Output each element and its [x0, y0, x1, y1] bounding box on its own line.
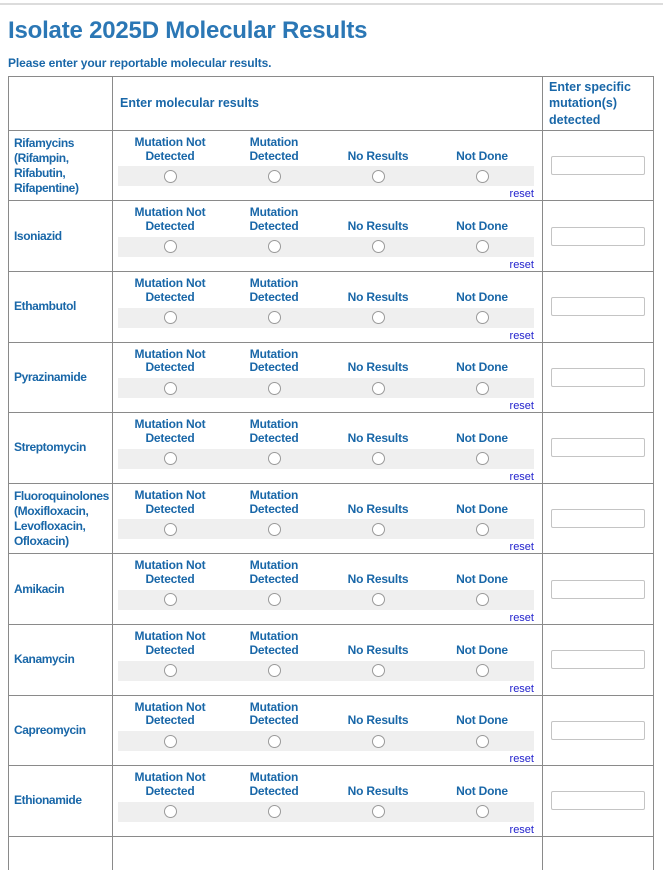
radio-cell: [326, 170, 430, 183]
mutation-input[interactable]: [551, 580, 645, 599]
radio-cell: [326, 735, 430, 748]
mutation-input-cell: [543, 201, 654, 272]
option-label: Mutation Not Detected: [134, 346, 206, 375]
radio-cell: [118, 170, 222, 183]
header-empty-cell: [9, 77, 113, 131]
option-label: No Results: [347, 713, 409, 728]
radio-cell: [430, 664, 534, 677]
radio-cell: [326, 240, 430, 253]
radio-mutation-not-detected[interactable]: [164, 664, 177, 677]
drug-row: [9, 201, 654, 272]
mutation-input[interactable]: [551, 368, 645, 387]
radio-mutation-not-detected[interactable]: [164, 240, 177, 253]
radio-mutation-not-detected[interactable]: [164, 382, 177, 395]
radio-cell: [118, 382, 222, 395]
radio-strip: [118, 237, 534, 257]
reset-link[interactable]: reset: [509, 823, 534, 836]
drug-row: [9, 271, 654, 342]
option-label: Not Done: [456, 783, 508, 798]
radio-mutation-not-detected[interactable]: [164, 452, 177, 465]
options-cell: [113, 271, 543, 342]
radio-not-done[interactable]: [476, 170, 489, 183]
radio-cell: [222, 805, 326, 818]
radio-mutation-detected[interactable]: [268, 805, 281, 818]
header-row: [9, 77, 654, 131]
option-label: Mutation Detected: [249, 134, 299, 163]
option-label: Not Done: [456, 713, 508, 728]
clipped-next-row: [9, 836, 654, 870]
reset-link[interactable]: reset: [509, 329, 534, 342]
mutation-input-cell: [543, 271, 654, 342]
option-label: No Results: [347, 642, 409, 657]
radio-mutation-not-detected[interactable]: [164, 523, 177, 536]
radio-mutation-detected[interactable]: [268, 735, 281, 748]
radio-cell: [326, 452, 430, 465]
clipped-drug-cell: [9, 836, 113, 870]
radio-not-done[interactable]: [476, 523, 489, 536]
radio-not-done[interactable]: [476, 311, 489, 324]
reset-row: [118, 329, 534, 342]
reset-link[interactable]: reset: [509, 611, 534, 624]
radio-cell: [118, 311, 222, 324]
option-label: Not Done: [456, 360, 508, 375]
results-table: [8, 76, 654, 870]
radio-mutation-not-detected[interactable]: [164, 735, 177, 748]
option-label: Not Done: [456, 219, 508, 234]
clipped-options-cell: [113, 836, 543, 870]
radio-no-results[interactable]: [372, 240, 385, 253]
option-label: Mutation Detected: [249, 628, 299, 657]
radio-cell: [222, 311, 326, 324]
options-cell: [113, 554, 543, 625]
reset-row: [118, 470, 534, 483]
reset-row: [118, 752, 534, 765]
radio-strip: [118, 802, 534, 822]
option-labels-row: [118, 418, 534, 446]
option-label: Mutation Detected: [249, 770, 299, 798]
option-label: Mutation Detected: [249, 699, 299, 728]
drug-name: Capreomycin: [9, 695, 113, 766]
option-label: Mutation Not Detected: [134, 487, 206, 516]
radio-cell: [118, 240, 222, 253]
mutation-input[interactable]: [551, 227, 645, 246]
option-labels-row: [118, 277, 534, 305]
radio-not-done[interactable]: [476, 240, 489, 253]
option-label: Mutation Not Detected: [134, 275, 206, 304]
drug-name: Amikacin: [9, 554, 113, 625]
radio-cell: [118, 735, 222, 748]
option-labels-row: [118, 348, 534, 376]
radio-cell: [430, 593, 534, 606]
mutation-input-cell: [543, 695, 654, 766]
reset-link[interactable]: reset: [509, 541, 534, 554]
options-cell: [113, 130, 543, 201]
drug-name: Rifamycins (Rifampin, Rifabutin, Rifapentine): [9, 130, 113, 201]
option-label: No Results: [347, 430, 409, 445]
options-cell: [113, 413, 543, 484]
option-label: Mutation Detected: [249, 205, 299, 234]
radio-cell: [430, 240, 534, 253]
option-label: Not Done: [456, 289, 508, 304]
option-labels-row: [118, 701, 534, 729]
radio-mutation-detected[interactable]: [268, 664, 281, 677]
mutation-input-cell: [543, 342, 654, 413]
radio-cell: [326, 805, 430, 818]
radio-cell: [326, 311, 430, 324]
radio-mutation-not-detected[interactable]: [164, 805, 177, 818]
radio-cell: [430, 523, 534, 536]
radio-mutation-detected[interactable]: [268, 311, 281, 324]
option-label: Mutation Not Detected: [134, 699, 206, 728]
radio-no-results[interactable]: [372, 170, 385, 183]
radio-no-results[interactable]: [372, 735, 385, 748]
mutation-input[interactable]: [551, 509, 645, 528]
drug-name: Streptomycin: [9, 413, 113, 484]
radio-mutation-not-detected[interactable]: [164, 170, 177, 183]
radio-strip: [118, 378, 534, 398]
reset-link[interactable]: reset: [509, 258, 534, 271]
options-cell: [113, 201, 543, 272]
radio-strip: [118, 519, 534, 539]
radio-strip: [118, 449, 534, 469]
radio-mutation-not-detected[interactable]: [164, 593, 177, 606]
mutation-input[interactable]: [551, 297, 645, 316]
radio-strip: [118, 661, 534, 681]
radio-not-done[interactable]: [476, 452, 489, 465]
option-labels-row: [118, 136, 534, 164]
radio-cell: [222, 664, 326, 677]
option-label: Mutation Not Detected: [134, 558, 206, 587]
option-label: Not Done: [456, 148, 508, 163]
drug-row: [9, 483, 654, 554]
option-label: Mutation Detected: [249, 417, 299, 445]
radio-cell: [222, 170, 326, 183]
option-label: Mutation Not Detected: [134, 770, 206, 798]
radio-no-results[interactable]: [372, 664, 385, 677]
reset-row: [118, 611, 534, 624]
drug-row: [9, 413, 654, 484]
clipped-input-cell: [543, 836, 654, 870]
radio-not-done[interactable]: [476, 382, 489, 395]
reset-link[interactable]: reset: [509, 188, 534, 201]
radio-no-results[interactable]: [372, 311, 385, 324]
radio-cell: [326, 382, 430, 395]
reset-link[interactable]: reset: [509, 682, 534, 695]
radio-cell: [118, 805, 222, 818]
radio-cell: [430, 311, 534, 324]
radio-cell: [118, 593, 222, 606]
drug-name: Isoniazid: [9, 201, 113, 272]
options-cell: [113, 483, 543, 554]
radio-strip: [118, 590, 534, 610]
radio-mutation-detected[interactable]: [268, 593, 281, 606]
radio-no-results[interactable]: [372, 805, 385, 818]
radio-cell: [430, 382, 534, 395]
header-enter-molecular-results: Enter molecular results: [113, 77, 543, 131]
option-label: No Results: [347, 148, 409, 163]
drug-row: [9, 130, 654, 201]
top-divider: [0, 3, 663, 5]
radio-cell: [222, 452, 326, 465]
radio-no-results[interactable]: [372, 452, 385, 465]
radio-cell: [430, 805, 534, 818]
reset-row: [118, 823, 534, 836]
radio-cell: [222, 593, 326, 606]
drug-row: [9, 766, 654, 837]
mutation-input[interactable]: [551, 791, 645, 810]
mutation-input[interactable]: [551, 438, 645, 457]
drug-name: Pyrazinamide: [9, 342, 113, 413]
radio-mutation-detected[interactable]: [268, 452, 281, 465]
reset-row: [118, 399, 534, 412]
option-label: Not Done: [456, 642, 508, 657]
reset-link[interactable]: reset: [509, 400, 534, 413]
radio-no-results[interactable]: [372, 593, 385, 606]
drug-row: [9, 695, 654, 766]
radio-cell: [430, 735, 534, 748]
radio-cell: [222, 382, 326, 395]
radio-not-done[interactable]: [476, 664, 489, 677]
radio-strip: [118, 166, 534, 186]
radio-mutation-detected[interactable]: [268, 523, 281, 536]
mutation-input[interactable]: [551, 721, 645, 740]
radio-cell: [326, 593, 430, 606]
radio-strip: [118, 731, 534, 751]
reset-link[interactable]: reset: [509, 753, 534, 766]
page-subtitle: Please enter your reportable molecular results.: [8, 56, 272, 70]
option-label: Not Done: [456, 501, 508, 516]
radio-cell: [430, 170, 534, 183]
mutation-input-cell: [543, 624, 654, 695]
radio-not-done[interactable]: [476, 805, 489, 818]
radio-mutation-detected[interactable]: [268, 382, 281, 395]
radio-cell: [118, 523, 222, 536]
mutation-input[interactable]: [551, 156, 645, 175]
reset-link[interactable]: reset: [509, 470, 534, 483]
options-cell: [113, 766, 543, 837]
option-label: Mutation Detected: [249, 487, 299, 516]
drug-name: Ethambutol: [9, 271, 113, 342]
radio-mutation-detected[interactable]: [268, 170, 281, 183]
reset-row: [118, 258, 534, 271]
option-label: Mutation Not Detected: [134, 134, 206, 163]
reset-row: [118, 540, 534, 553]
option-label: Mutation Not Detected: [134, 628, 206, 657]
option-label: No Results: [347, 219, 409, 234]
option-label: No Results: [347, 783, 409, 798]
option-labels-row: [118, 630, 534, 658]
radio-no-results[interactable]: [372, 382, 385, 395]
option-label: No Results: [347, 572, 409, 587]
drug-name: Fluoroquinolones (Moxifloxacin, Levofloxacin, Ofloxacin): [9, 483, 113, 554]
radio-no-results[interactable]: [372, 523, 385, 536]
drug-row: [9, 554, 654, 625]
drug-row: [9, 342, 654, 413]
option-label: Not Done: [456, 430, 508, 445]
radio-cell: [118, 452, 222, 465]
option-labels-row: [118, 206, 534, 234]
radio-strip: [118, 308, 534, 328]
radio-cell: [222, 523, 326, 536]
mutation-input[interactable]: [551, 650, 645, 669]
option-label: No Results: [347, 289, 409, 304]
option-label: No Results: [347, 501, 409, 516]
radio-cell: [222, 735, 326, 748]
radio-cell: [222, 240, 326, 253]
radio-cell: [118, 664, 222, 677]
mutation-input-cell: [543, 483, 654, 554]
option-labels-row: [118, 559, 534, 587]
options-cell: [113, 342, 543, 413]
radio-mutation-detected[interactable]: [268, 240, 281, 253]
mutation-input-cell: [543, 130, 654, 201]
reset-row: [118, 187, 534, 200]
mutation-input-cell: [543, 766, 654, 837]
option-label: Mutation Not Detected: [134, 417, 206, 445]
option-label: Mutation Detected: [249, 346, 299, 375]
radio-cell: [430, 452, 534, 465]
radio-cell: [326, 523, 430, 536]
option-label: Mutation Detected: [249, 558, 299, 587]
drug-name: Ethionamide: [9, 766, 113, 837]
radio-cell: [326, 664, 430, 677]
mutation-input-cell: [543, 554, 654, 625]
radio-not-done[interactable]: [476, 593, 489, 606]
header-enter-specific-mutations: Enter specific mutation(s) detected: [543, 77, 654, 131]
options-cell: [113, 695, 543, 766]
radio-mutation-not-detected[interactable]: [164, 311, 177, 324]
option-label: Mutation Detected: [249, 275, 299, 304]
options-cell: [113, 624, 543, 695]
mutation-input-cell: [543, 413, 654, 484]
option-label: Mutation Not Detected: [134, 205, 206, 234]
reset-row: [118, 682, 534, 695]
drug-name: Kanamycin: [9, 624, 113, 695]
option-label: No Results: [347, 360, 409, 375]
radio-not-done[interactable]: [476, 735, 489, 748]
drug-row: [9, 624, 654, 695]
option-labels-row: [118, 489, 534, 517]
page-title: Isolate 2025D Molecular Results: [8, 17, 368, 44]
option-labels-row: [118, 771, 534, 799]
option-label: Not Done: [456, 572, 508, 587]
